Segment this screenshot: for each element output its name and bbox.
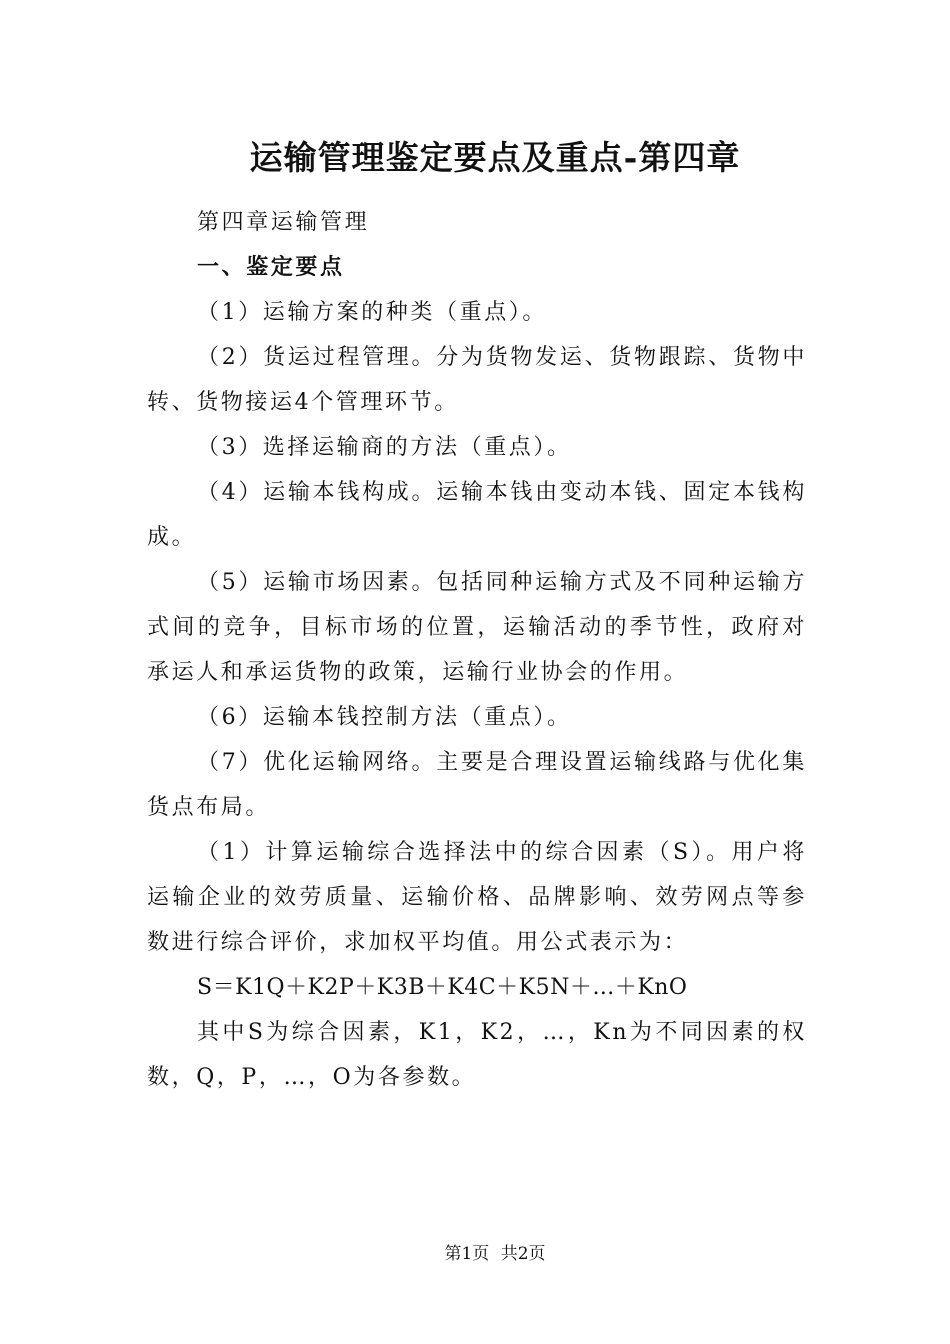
- formula: S＝K1Q＋K2P＋K3B＋K4C＋K5N＋…＋KnO: [197, 975, 688, 1000]
- document-body: [147, 200, 807, 1100]
- paragraph: （5）运输市场因素。包括同种运输方式及不同种运输方式间的竞争，目标市场的位置，运输活动的季节性，政府对承运人和承运货物的政策，运输行业协会的作用。: [147, 570, 807, 685]
- paragraph: （6）运输本钱控制方法（重点）。: [197, 705, 572, 730]
- paragraph: （4）运输本钱构成。运输本钱由变动本钱、固定本钱构成。: [147, 480, 807, 550]
- section-heading: 一、鉴定要点: [197, 254, 345, 280]
- paragraph: （3）选择运输商的方法（重点）。: [197, 435, 572, 460]
- chapter-heading: 第四章运输管理: [197, 210, 370, 235]
- paragraph: （1）计算运输综合选择法中的综合因素（S）。用户将运输企业的效劳质量、运输价格、品牌影响、效劳网点等参数进行综合评价，求加权平均值。用公式表示为：: [147, 840, 807, 955]
- page-number: 第1页: [444, 1244, 490, 1264]
- paragraph: （1）运输方案的种类（重点）。: [197, 300, 547, 325]
- page-footer: [0, 1242, 950, 1266]
- page-title: 运输管理鉴定要点及重点-第四章: [249, 138, 741, 177]
- paragraph: （7）优化运输网络。主要是合理设置运输线路与优化集货点布局。: [147, 750, 807, 820]
- paragraph: （2）货运过程管理。分为货物发运、货物跟踪、货物中转、货物接运4个管理环节。: [147, 345, 807, 415]
- paragraph: 其中S为综合因素，K1，K2，…，Kn为不同因素的权数，Q，P，…，O为各参数。: [147, 1020, 807, 1090]
- page-total: 共2页: [500, 1244, 546, 1264]
